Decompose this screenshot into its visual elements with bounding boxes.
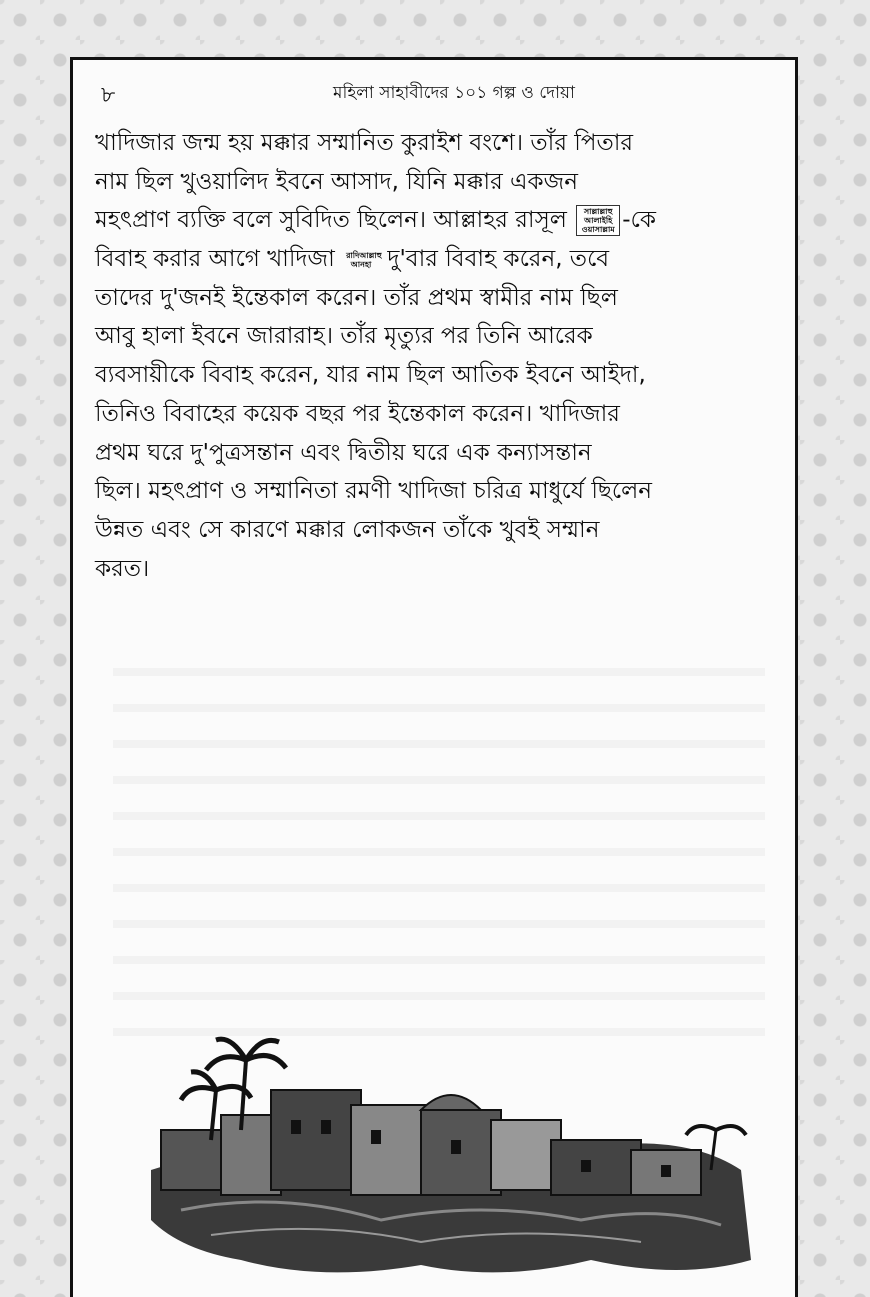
text-segment: বিবাহ করার আগে খাদিজা	[95, 246, 335, 273]
town-illustration	[121, 1020, 761, 1280]
text-line: ব্যবসায়ীকে বিবাহ করেন, যার নাম ছিল আতিক ইবনে আইদা,	[95, 362, 646, 389]
text-line	[95, 240, 779, 279]
text-segment: -কে	[622, 207, 656, 234]
text-segment: মহৎপ্রাণ ব্যক্তি বলে সুবিদিত ছিলেন। আল্লাহর রাসূল	[95, 207, 567, 234]
text-line: ছিল। মহৎপ্রাণ ও সম্মানিতা রমণী খাদিজা চরিত্র মাধুর্যে ছিলেন	[95, 478, 652, 505]
text-line: উন্নত এবং সে কারণে মক্কার লোকজন তাঁকে খুবই সম্মান	[95, 516, 600, 543]
book-page	[70, 57, 798, 1297]
text-line	[95, 201, 779, 240]
honorific-radi-icon: রাদিআল্লাহু আনহা	[346, 250, 382, 269]
text-line: তাদের দু'জনই ইন্তেকাল করেন। তাঁর প্রথম স্বামীর নাম ছিল	[95, 284, 618, 311]
faded-bleedthrough-texture	[113, 640, 765, 1060]
text-line: করত।	[95, 555, 150, 582]
page-header	[73, 60, 795, 120]
text-line: তিনিও বিবাহের কয়েক বছর পর ইন্তেকাল করেন। খাদিজার	[95, 400, 620, 427]
running-title: মহিলা সাহাবীদের ১০১ গল্প ও দোয়া	[333, 83, 575, 103]
text-line: খাদিজার জন্ম হয় মক্কার সম্মানিত কুরাইশ বংশে। তাঁর পিতার	[95, 130, 634, 156]
text-line: আবু হালা ইবনে জারারাহ। তাঁর মৃত্যুর পর তিনি আরেক	[95, 323, 593, 350]
page-number: ৮	[101, 83, 116, 108]
text-segment: দু'বার বিবাহ করেন, তবে	[387, 246, 610, 273]
text-line: প্রথম ঘরে দু'পুত্রসন্তান এবং দ্বিতীয় ঘরে এক কন্যাসন্তান	[95, 439, 592, 466]
honorific-prophet-icon: সাল্লাল্লাহু আলাইহি ওয়াসাল্লাম	[576, 205, 620, 236]
text-line: নাম ছিল খুওয়ালিদ ইবনে আসাদ, যিনি মক্কার একজন	[95, 168, 578, 195]
body-paragraph	[95, 124, 779, 588]
